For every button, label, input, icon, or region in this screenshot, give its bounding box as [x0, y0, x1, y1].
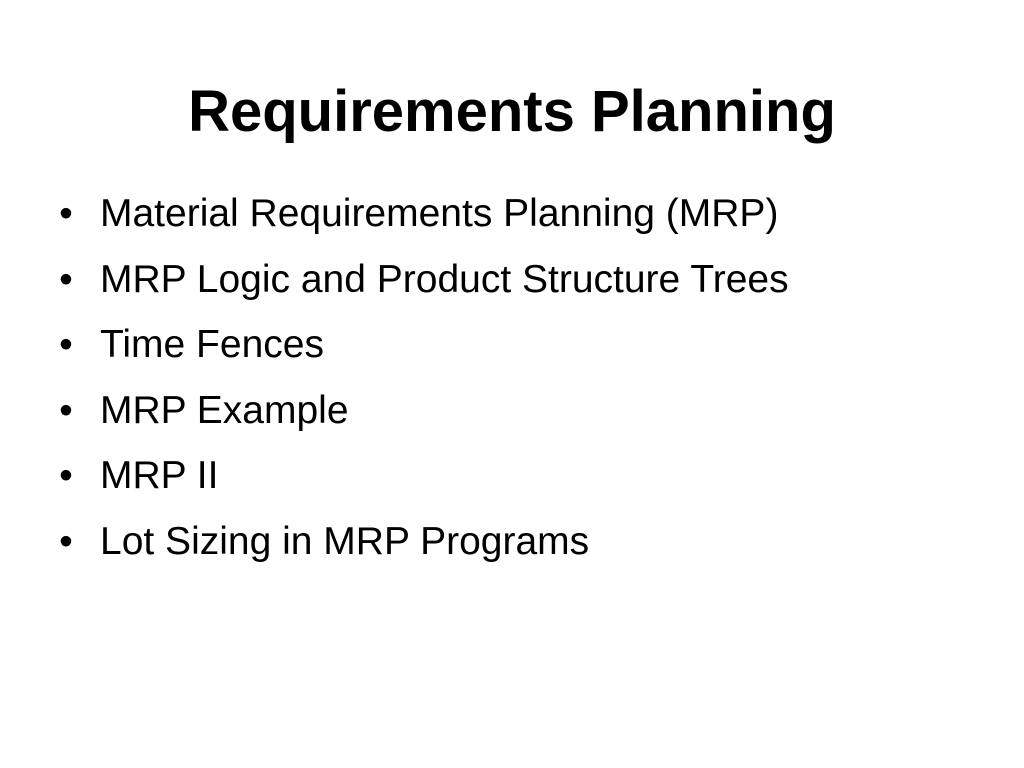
- bullet-icon: •: [59, 454, 73, 497]
- bullet-icon: •: [59, 257, 73, 301]
- bullet-text: MRP Example: [100, 388, 349, 432]
- bullet-text: MRP Logic and Product Structure Trees: [100, 257, 789, 301]
- bullet-icon: •: [59, 192, 73, 235]
- bullet-text: Lot Sizing in MRP Programs: [100, 519, 590, 563]
- bullet-text: MRP II: [100, 454, 219, 497]
- slide-title: Requirements Planning: [188, 79, 836, 144]
- bullet-icon: •: [59, 388, 73, 432]
- bullet-icon: •: [59, 519, 73, 563]
- bullet-text: Material Requirements Planning (MRP): [100, 192, 779, 235]
- bullet-icon: •: [59, 323, 73, 366]
- bullet-text: Time Fences: [100, 323, 324, 366]
